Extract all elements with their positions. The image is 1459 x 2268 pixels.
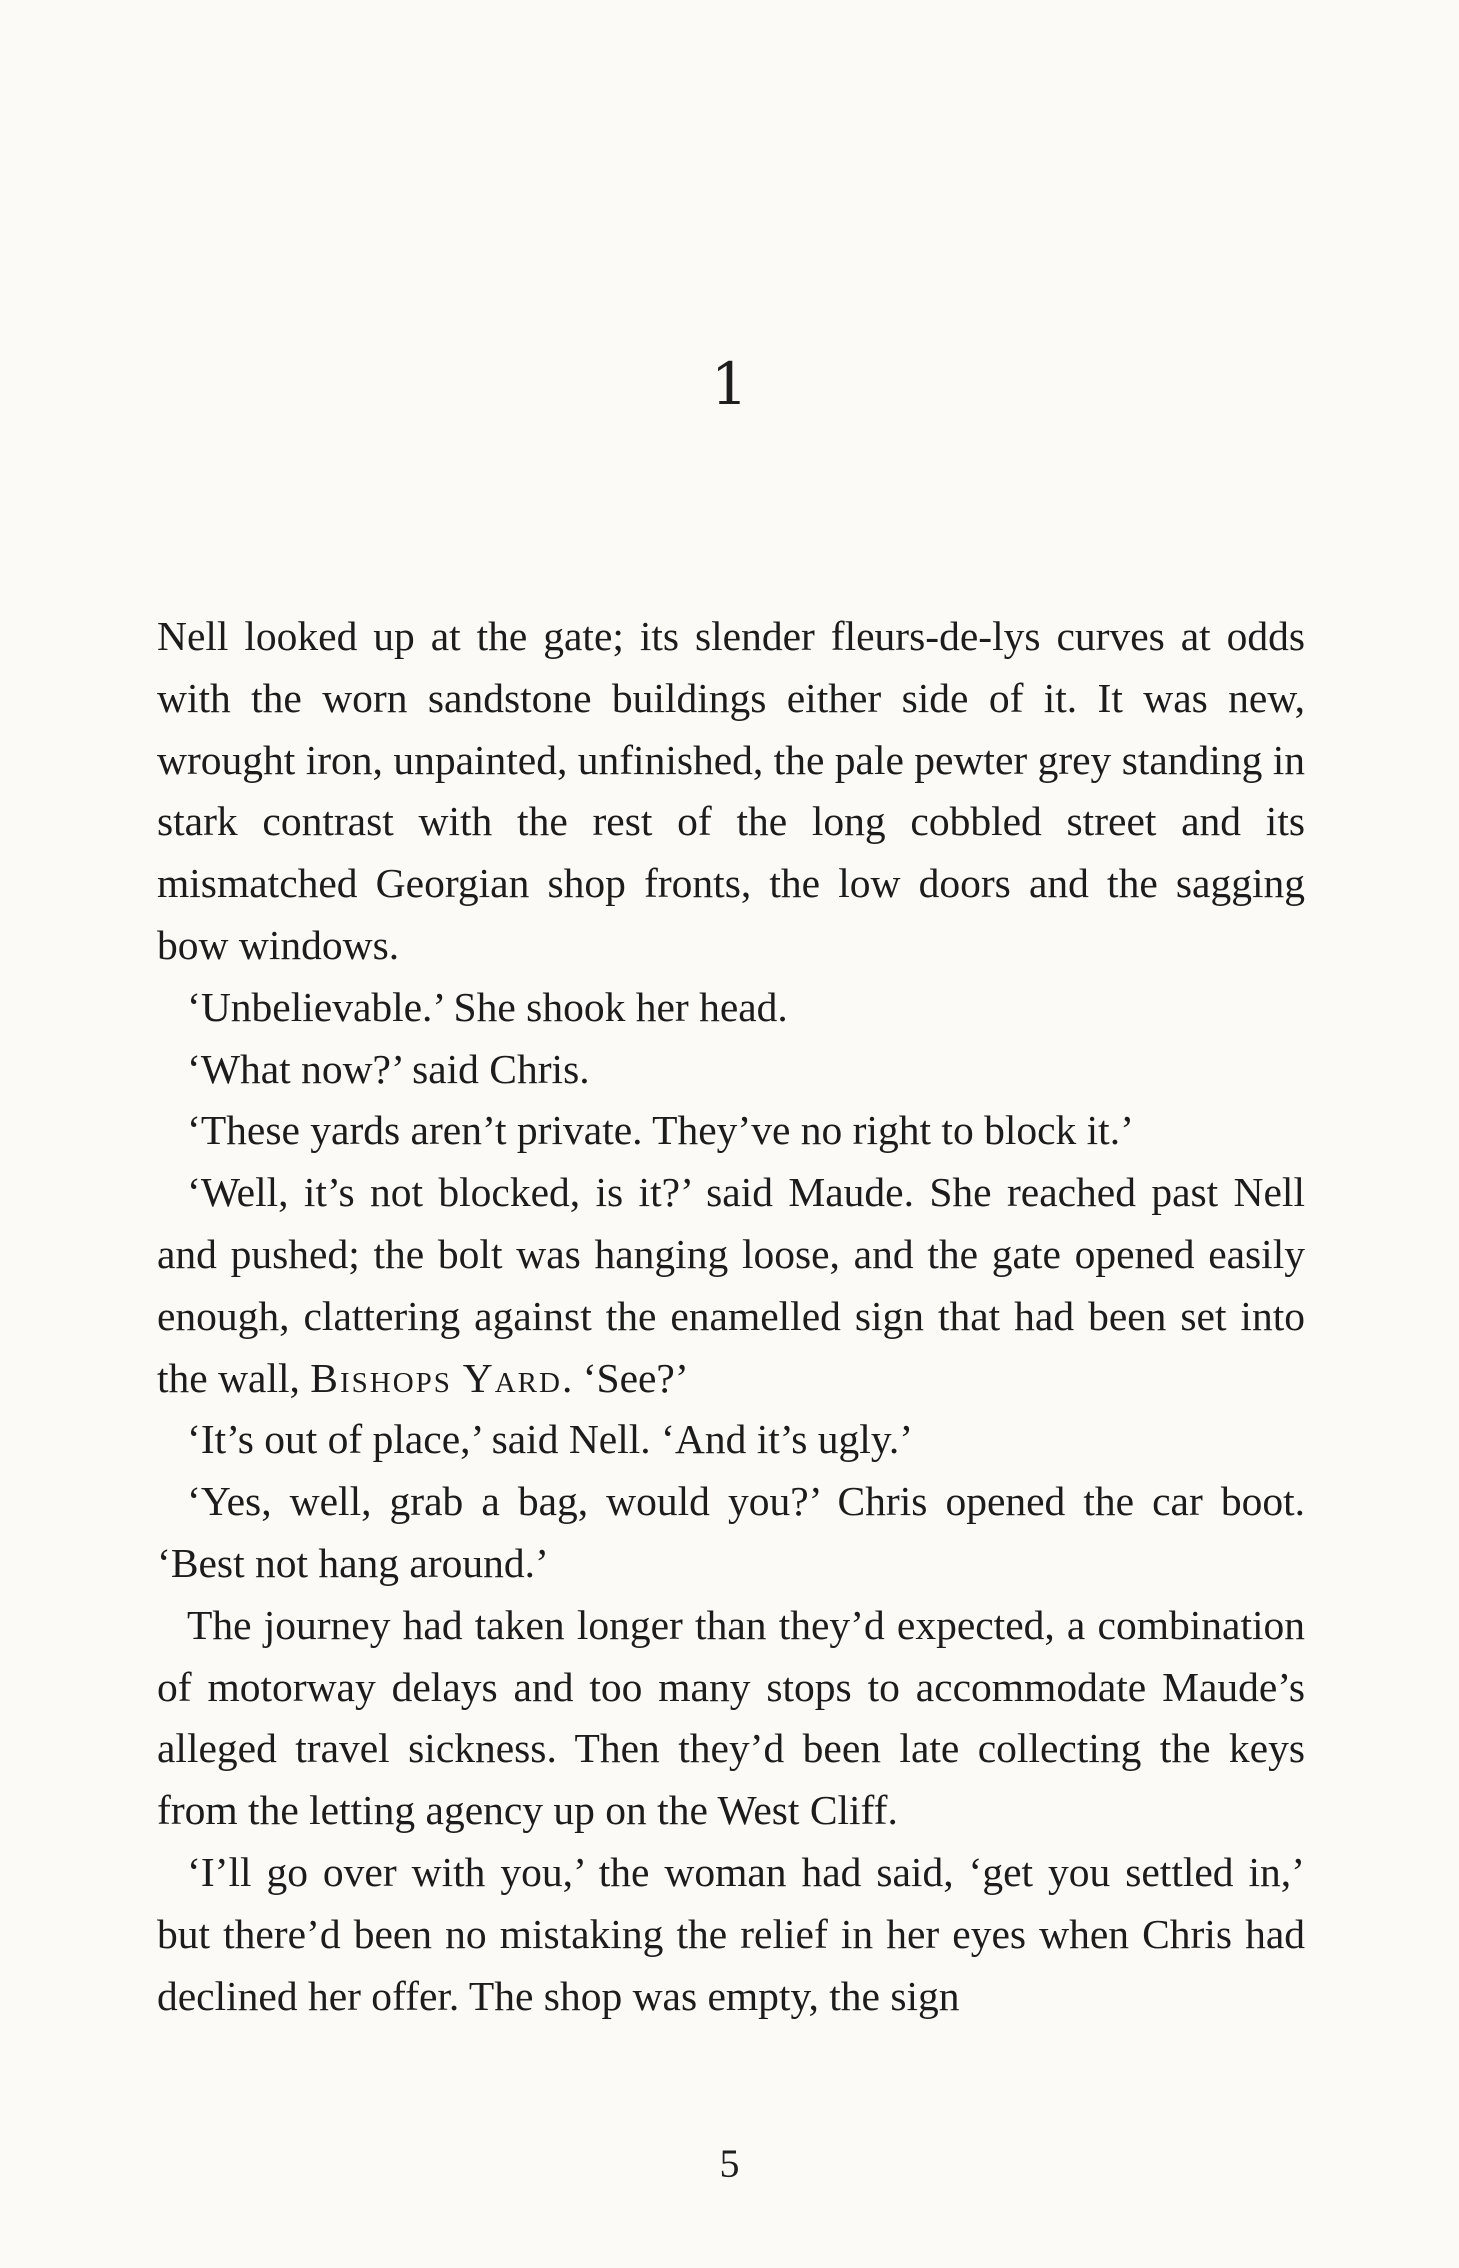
paragraph: Nell looked up at the gate; its slender fleurs-de-lys curves at odds with the worn sandstone buildings either side of it. It was new, wrought iron, unpainted, unfinished, the pale pewter grey standing in stark contrast with the rest of the long cobbled street and its mismatched Georgian shop fronts, the low doors and the sagging bow windows. (157, 613, 1305, 968)
paragraph: ‘It’s out of place,’ said Nell. ‘And it’s ugly.’ (187, 1416, 914, 1463)
paragraph: ‘Unbelievable.’ She shook her head. (187, 983, 788, 1030)
paragraph-text: . ‘See?’ (561, 1354, 689, 1401)
paragraph: ‘Yes, well, grab a bag, would you?’ Chris opened the car boot. ‘Best not hang around.’ (157, 1478, 1305, 1586)
page-number: 5 (719, 2141, 740, 2186)
chapter-number: 1 (711, 350, 748, 418)
paragraph-text: ‘Well, it’s not blocked, is it?’ said Maude. She reached past Nell and pushed; the bolt was hanging loose, and the gate opened easily enough, clattering against the enamelled sign that had been set into the wall, (157, 1169, 1305, 1401)
paragraph: ‘These yards aren’t private. They’ve no right to block it.’ (187, 1107, 1134, 1154)
paragraph: The journey had taken longer than they’d expected, a combination of motorway delays and too many stops to accommodate Maude’s alleged travel sickness. Then they’d been late collecting the keys from the letting agency up on the West Cliff. (157, 1601, 1305, 1834)
paragraph: ‘I’ll go over with you,’ the woman had said, ‘get you settled in,’ but there’d been no mistaking the relief in her eyes when Chris had declined her offer. The shop was empty, the sign (157, 1848, 1305, 2019)
body-text (157, 606, 1305, 2027)
sign-text: Bishops Yard (310, 1354, 562, 1401)
paragraph (157, 1162, 1305, 1409)
paragraph: ‘What now?’ said Chris. (187, 1045, 590, 1092)
